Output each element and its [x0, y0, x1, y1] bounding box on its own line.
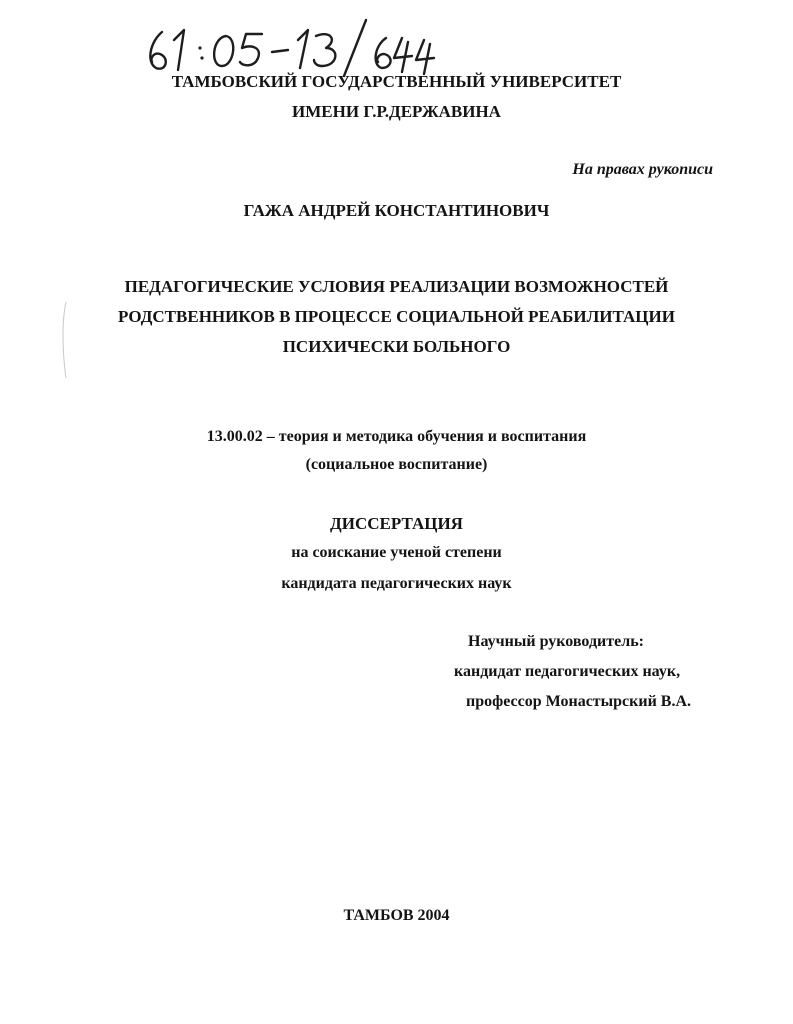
supervisor-label: Научный руководитель:: [468, 633, 644, 650]
city-year: ТАМБОВ 2004: [343, 907, 450, 924]
dissertation-title-line-1: ПЕДАГОГИЧЕСКИЕ УСЛОВИЯ РЕАЛИЗАЦИИ ВОЗМОЖНОСТЕЙ: [124, 277, 669, 296]
supervisor-name: профессор Монастырский В.А.: [466, 693, 692, 710]
handwritten-archive-number: [140, 18, 440, 78]
dissertation-title-line-3: ПСИХИЧЕСКИ БОЛЬНОГО: [282, 337, 511, 356]
university-name-suffix: ИМЕНИ Г.Р.ДЕРЖАВИНА: [292, 102, 501, 121]
degree-purpose: на соискание ученой степени: [291, 544, 502, 561]
author-name: ГАЖА АНДРЕЙ КОНСТАНТИНОВИЧ: [243, 201, 550, 220]
specialty-code: 13.00.02 – теория и методика обучения и воспитания: [206, 428, 587, 445]
manuscript-rights-note: На правах рукописи: [572, 161, 713, 178]
supervisor-degree: кандидат педагогических наук,: [454, 663, 681, 680]
dissertation-title-line-2: РОДСТВЕННИКОВ В ПРОЦЕССЕ СОЦИАЛЬНОЙ РЕАБИЛИТАЦИИ: [118, 307, 675, 326]
degree-name: кандидата педагогических наук: [281, 575, 512, 592]
university-name: ТАМБОВСКИЙ ГОСУДАРСТВЕННЫЙ УНИВЕРСИТЕТ: [171, 72, 622, 91]
document-type-heading: ДИССЕРТАЦИЯ: [330, 514, 463, 533]
specialty-subtitle: (социальное воспитание): [305, 456, 488, 473]
handwritten-number-drawing: [140, 18, 440, 78]
